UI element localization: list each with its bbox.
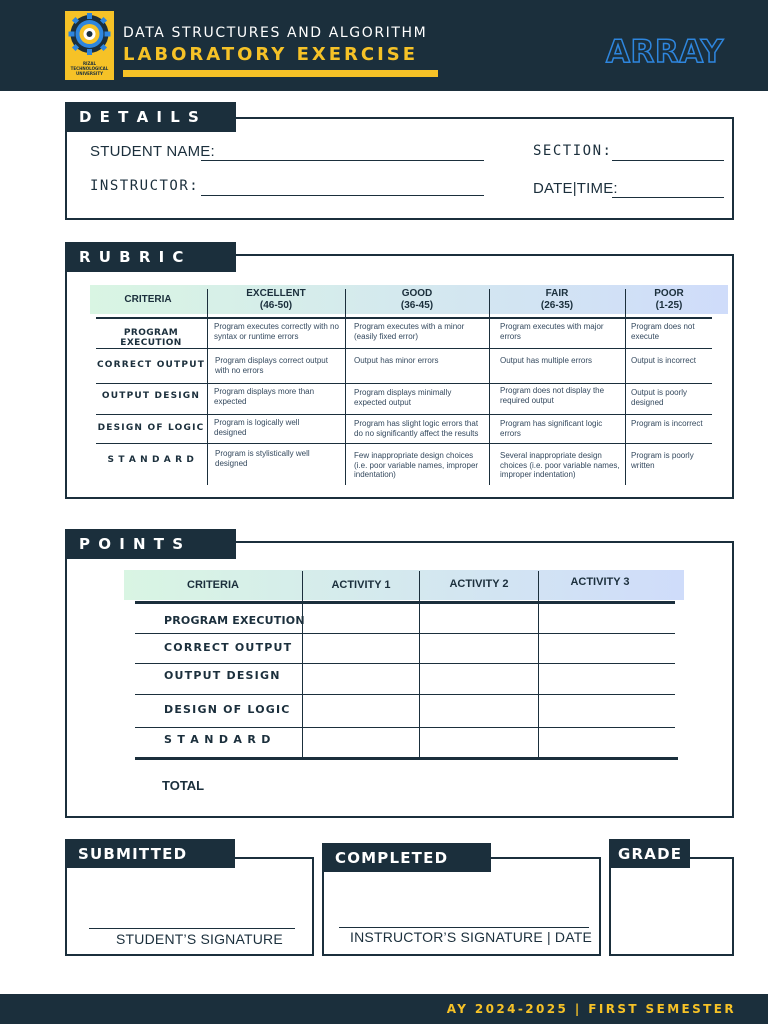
points-divider (135, 633, 675, 634)
points-header-criteria: CRITERIA (187, 579, 239, 591)
grade-box[interactable] (609, 857, 734, 956)
date-time-label: DATE|TIME: (533, 180, 618, 197)
points-total-label: TOTAL (162, 778, 205, 793)
instructor-label: INSTRUCTOR: (90, 178, 200, 194)
submitted-tag: SUBMITTED (65, 839, 235, 868)
rubric-cell: Program executes with a minor (easily fixed error) (354, 322, 465, 341)
grade-tag: GRADE (609, 839, 690, 868)
rubric-cell: Program executes correctly with no syntax or runtime errors (214, 322, 339, 341)
points-col-divider (419, 571, 420, 758)
points-divider (135, 601, 675, 604)
points-header-activity-1: ACTIVITY 1 (331, 579, 391, 591)
rubric-divider (96, 414, 712, 415)
title-underline (123, 70, 438, 77)
points-header-activity-3: ACTIVITY 3 (570, 576, 630, 588)
rubric-cell: Program does not execute (631, 322, 695, 341)
points-col-divider (302, 571, 303, 758)
points-divider (135, 694, 675, 695)
rubric-col-divider (207, 289, 208, 485)
date-time-field[interactable] (612, 197, 724, 198)
academic-year-text: AY 2024-2025 | FIRST SEMESTER (446, 1002, 736, 1016)
page-header (0, 0, 768, 91)
page-footer (0, 994, 768, 1024)
rubric-cell: Program is poorly written (631, 451, 694, 470)
exercise-title: LABORATORY EXERCISE (123, 44, 419, 65)
student-signature-label: STUDENT’S SIGNATURE (116, 931, 283, 947)
points-divider (135, 757, 678, 760)
rubric-criteria: S T A N D A R D (107, 455, 195, 465)
instructor-signature-label: INSTRUCTOR’S SIGNATURE | DATE (350, 929, 593, 945)
points-criteria: PROGRAM EXECUTION (164, 614, 305, 627)
rubric-cell: Several inappropriate design choices (i.e. poor variable names, improper indentation) (500, 451, 620, 479)
rubric-header-excellent: EXCELLENT (46-50) (246, 287, 306, 311)
points-criteria: S T A N D A R D (164, 733, 272, 746)
points-criteria: DESIGN OF LOGIC (164, 703, 291, 716)
rubric-cell: Program displays correct output with no errors (215, 356, 328, 375)
rubric-cell: Output is incorrect (631, 356, 696, 365)
rubric-header-fair: FAIR (26-35) (540, 287, 574, 311)
rubric-cell: Program has significant logic errors (500, 419, 603, 438)
rubric-criteria: DESIGN OF LOGIC (97, 423, 205, 433)
rubric-criteria: CORRECT OUTPUT (96, 360, 206, 370)
points-col-divider (538, 571, 539, 758)
points-criteria: OUTPUT DESIGN (164, 669, 281, 682)
instructor-field[interactable] (201, 195, 484, 196)
rubric-cell: Output has minor errors (354, 356, 439, 365)
logo-text: RIZAL TECHNOLOGICAL UNIVERSITY (70, 61, 109, 76)
section-field[interactable] (612, 160, 724, 161)
student-name-label: STUDENT NAME: (90, 143, 215, 160)
rubric-cell: Program is logically well designed (214, 418, 300, 437)
rubric-col-divider (625, 289, 626, 485)
rubric-header-criteria: CRITERIA (124, 293, 172, 305)
points-divider (135, 727, 675, 728)
points-header-activity-2: ACTIVITY 2 (449, 578, 509, 590)
rubric-criteria: OUTPUT DESIGN (101, 391, 201, 401)
rubric-cell: Output has multiple errors (500, 356, 593, 365)
gear-seal-icon (65, 11, 114, 61)
rubric-cell: Program displays minimally expected output (354, 388, 452, 407)
points-divider (135, 663, 675, 664)
completed-tag: COMPLETED (322, 843, 491, 872)
course-title: DATA STRUCTURES AND ALGORITHM (123, 25, 428, 41)
university-logo (65, 11, 114, 80)
rubric-cell: Output is poorly designed (631, 388, 688, 407)
rubric-cell: Program displays more than expected (214, 387, 315, 406)
points-tag: P O I N T S (65, 529, 236, 559)
details-box (65, 117, 734, 220)
rubric-divider (96, 348, 712, 349)
rubric-cell: Program is incorrect (631, 419, 703, 428)
section-label: SECTION: (533, 143, 613, 159)
rubric-header-poor: POOR (1-25) (654, 287, 684, 311)
rubric-header-good: GOOD (36-45) (400, 287, 434, 311)
rubric-cell: Program does not display the required output (500, 386, 605, 405)
student-signature-line[interactable] (89, 928, 295, 929)
rubric-col-divider (489, 289, 490, 485)
rubric-divider (96, 317, 712, 319)
rubric-tag: R U B R I C (65, 242, 236, 272)
instructor-signature-line[interactable] (339, 927, 589, 928)
student-name-field[interactable] (201, 160, 484, 161)
rubric-cell: Program is stylistically well designed (215, 449, 310, 468)
rubric-divider (96, 443, 712, 444)
rubric-cell: Program executes with major errors (500, 322, 604, 341)
rubric-cell: Few inappropriate design choices (i.e. poor variable names, improper indentation) (354, 451, 479, 479)
rubric-col-divider (345, 289, 346, 485)
rubric-cell: Program has slight logic errors that do no significantly affect the results (354, 419, 479, 438)
topic-title: ARRAY (606, 34, 724, 70)
details-tag: D E T A I L S (65, 102, 236, 132)
rubric-divider (96, 383, 712, 384)
rubric-criteria: PROGRAM EXECUTION (120, 328, 182, 348)
points-criteria: CORRECT OUTPUT (164, 641, 293, 654)
